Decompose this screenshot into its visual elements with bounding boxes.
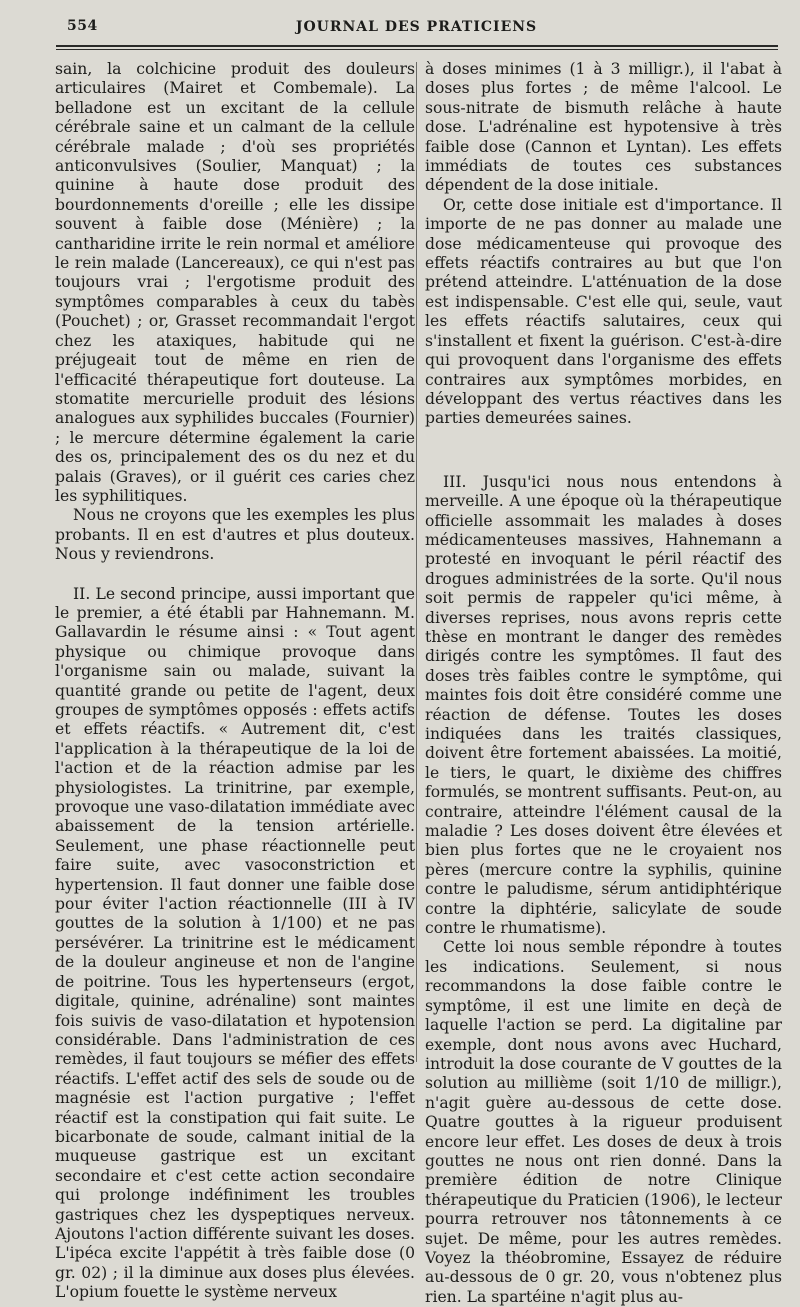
right-paragraph-4: Cette loi nous semble répondre à toutes les indications. Seulement, si nous recommandons la dose faible contre le symptôme, il est une limite en deçà de laquelle l'action se perd. La digitaline par exemple, dont nous avons avec Huchard, introduit la dose courante de V gouttes de la solution au millième (soit 1/10 de milligr.), n'agit guère au-dessous de cette dose. Quatre gouttes à la rigueur produisent encore leur effet. Les doses de deux à trois gouttes ne nous ont rien donné. Dans la première édition de notre Clinique thérapeutique du Praticien (1906), le lecteur pourra retrouver nos tâtonnements à ce sujet. De même, pour les autres remèdes. Voyez la théobromine, Essayez de réduire au-dessous de 0 gr. 20, vous n'obtenez plus rien. La spartéine n'agit plus au- (425, 938, 782, 1306)
running-header (55, 14, 778, 44)
left-paragraph-2: Nous ne croyons que les exemples les plus probants. Il en est d'autres et plus douteux. Nous y reviendrons. (55, 506, 415, 564)
right-paragraph-1: à doses minimes (1 à 3 milligr.), il l'abat à doses plus fortes ; de même l'alcool. Le sous-nitrate de bismuth relâche à haute dose. L'adrénaline est hypotensive à très faible dose (Cannon et Lyntan). Les effets immédiats de toutes ces substances dépendent de la dose initiale. (425, 60, 782, 195)
section-gap (425, 429, 782, 473)
right-column (425, 60, 782, 1307)
page-number: 554 (67, 18, 98, 34)
column-divider (416, 62, 417, 1062)
left-column (55, 60, 415, 1303)
right-paragraph-3: III. Jusqu'ici nous nous entendons à merveille. A une époque où la thérapeutique officielle assommait les malades à doses médicamenteuses massives, Hahnemann a protesté en invoquant le péril réactif des drogues administrées de la sorte. Qu'il nous soit permis de rappeler qu'ici même, à diverses reprises, nous avons repris cette thèse en montrant le danger des remèdes dirigés contre les symptômes. Il faut des doses très faibles contre le symptôme, qui maintes fois doit être considéré comme une réaction de défense. Toutes les doses indiquées dans les traités classiques, doivent être fortement abaissées. La moitié, le tiers, le quart, le dixième des chiffres formulés, se montrent suffisants. Peut-on, au contraire, atteindre l'élément causal de la maladie ? Les doses doivent être élevées et bien plus fortes que ne le croyaient nos pères (mercure contre la syphilis, quinine contre le paludisme, sérum antidiphtérique contre la diphtérie, salicylate de soude contre le rhumatisme). (425, 472, 782, 938)
left-paragraph-3: II. Le second principe, aussi important que le premier, a été établi par Hahnemann. M. Gallavardin le résume ainsi : « Tout agent physique ou chimique provoque dans l'organisme sain ou malade, suivant la quantité grande ou petite de l'agent, deux groupes de symptômes opposés : effets actifs et effets réactifs. « Autrement dit, c'est l'application à la thérapeutique de la loi de l'action et de la réaction admise par les physiologistes. La trinitrine, par exemple, provoque une vaso-dilatation immédiate avec abaissement de la tension artérielle. Seulement, une phase réactionnelle peut faire suite, avec vasoconstriction et hypertension. Il faut donner une faible dose pour éviter l'action réactionnelle (III à IV gouttes de la solution à 1/100) et ne pas persévérer. La trinitrine est le médicament de la douleur angineuse et non de l'angine de poitrine. Tous les hypertenseurs (ergot, digitale, quinine, adrénaline) sont maintes fois suivis de vaso-dilatation et hypotension considérable. Dans l'administration de ces remèdes, il faut toujours se méfier des effets réactifs. L'effet actif des sels de soude ou de magnésie est l'action purgative ; l'effet réactif est la constipation qui fait suite. Le bicarbonate de soude, calmant initial de la muqueuse gastrique est un excitant secondaire et c'est cette action secondaire qui prolonge indéfiniment les troubles gastriques chez les dyspeptiques nerveux. Ajoutons l'action différente suivant les doses. L'ipéca excite l'appétit à très faible dose (0 gr. 02) ; il la diminue aux doses plus élevées. L'opium fouette le système nerveux (55, 584, 415, 1302)
left-paragraph-1: sain, la colchicine produit des douleurs articulaires (Mairet et Combemale). La belladone est un excitant de la cellule cérébrale saine et un calmant de la cellule cérébrale malade ; d'où ses propriétés anticonvulsives (Soulier, Manquat) ; la quinine à haute dose produit des bourdonnements d'oreille ; elle les dissipe souvent à faible dose (Ménière) ; la cantharidine irrite le rein normal et améliore le rein malade (Lancereaux), ce qui n'est pas toujours vrai ; l'ergotisme produit des symptômes comparables à ceux du tabès (Pouchet) ; or, Grasset recommandait l'ergot chez les ataxiques, habitude qui ne préjugeait tout de même en rien de l'efficacité thérapeutique fort douteuse. La stomatite mercurielle produit des lésions analogues aux syphilides buccales (Fournier) ; le mercure détermine également la carie des os, principalement des os du nez et du palais (Graves), or il guérit ces caries chez les syphilitiques. (55, 60, 415, 505)
right-paragraph-2: Or, cette dose initiale est d'importance. Il importe de ne pas donner au malade une dose médicamenteuse qui provoque des effets réactifs contraires au but que l'on prétend atteindre. L'atténuation de la dose est indispensable. C'est elle qui, seule, vaut les effets réactifs salutaires, ceux qui s'installent et fixent la guérison. C'est-à-dire qui provoquent dans l'organisme des effets contraires aux symptômes morbides, en développant des vertus réactives dans les parties demeurées saines. (425, 195, 782, 428)
journal-title: JOURNAL DES PRATICIENS (295, 19, 538, 35)
header-rule (56, 45, 778, 50)
section-gap (55, 565, 415, 585)
